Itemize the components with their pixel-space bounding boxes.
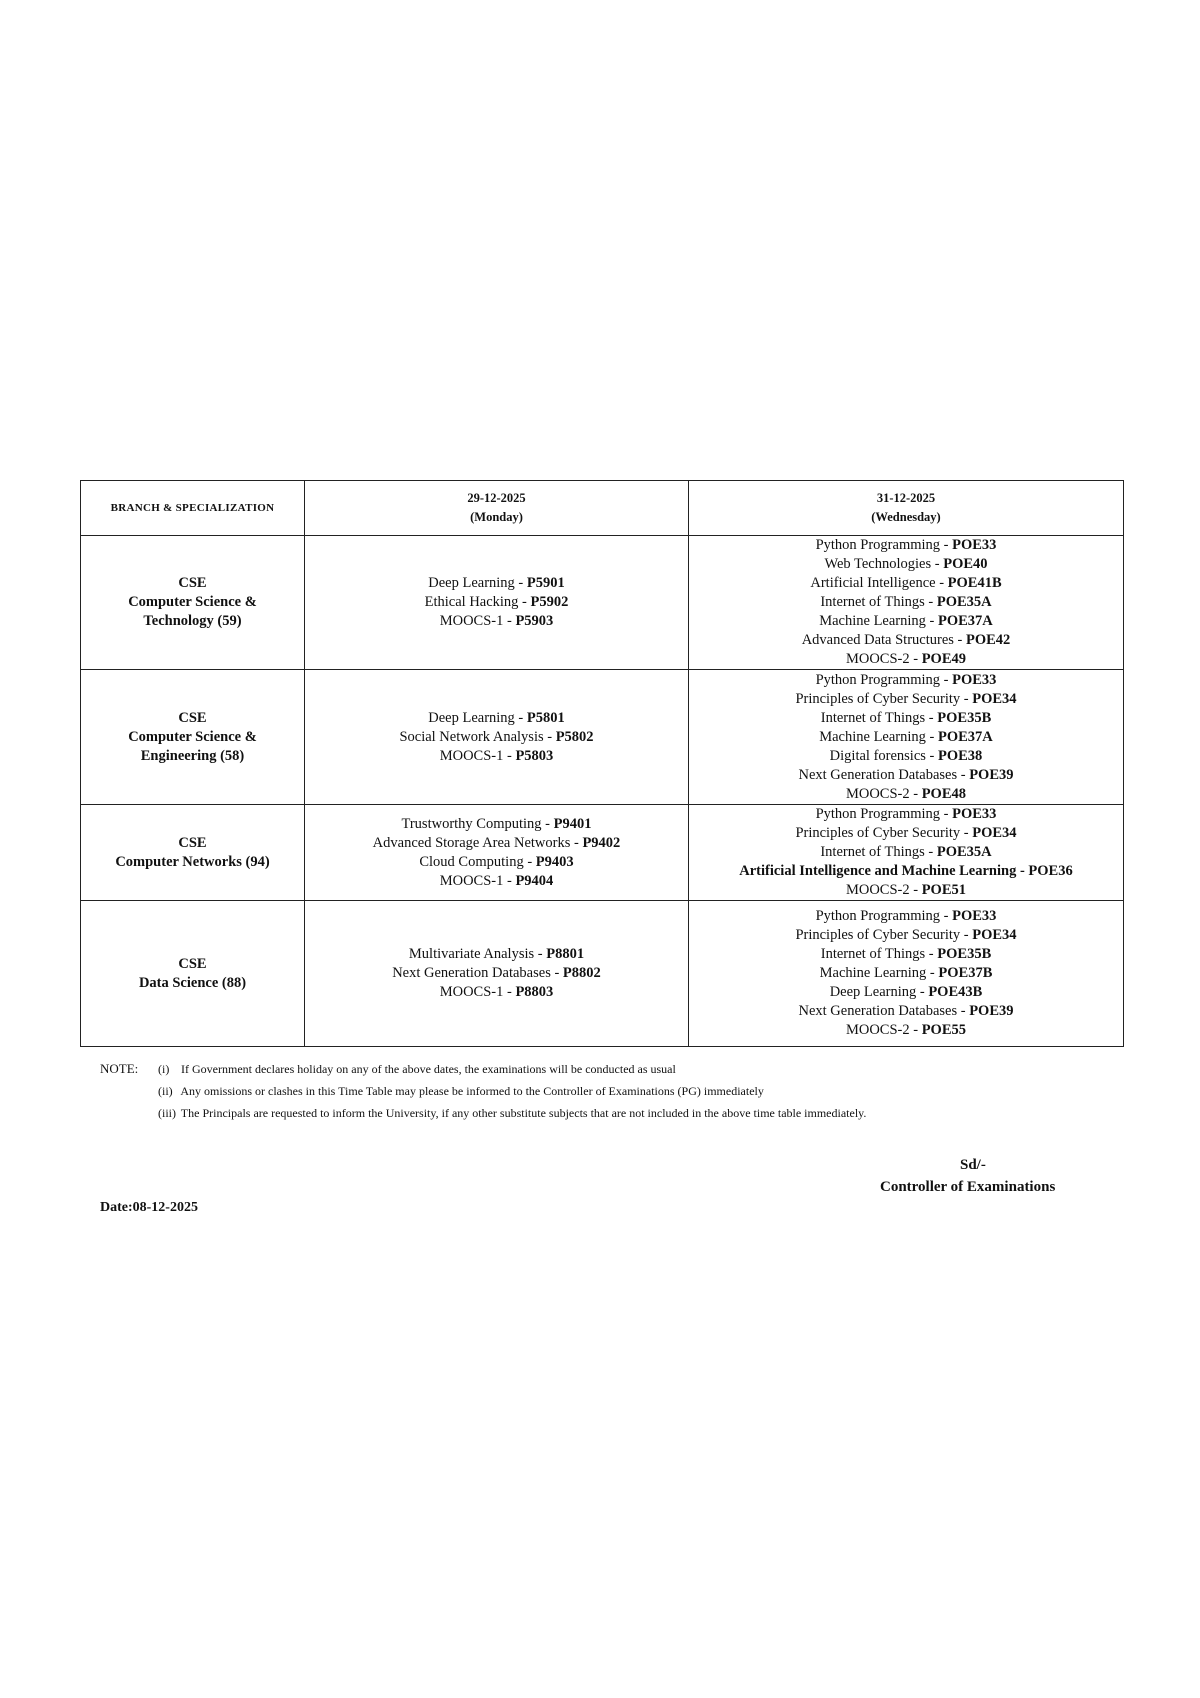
- subject-entry: [689, 945, 1123, 964]
- subject-code: POE42: [965, 632, 1011, 648]
- subject-code: POE37A: [938, 613, 993, 629]
- subject-entry: [689, 843, 1123, 862]
- note-number: (ii): [158, 1084, 173, 1098]
- subject-code: POE33: [952, 671, 997, 688]
- subject-code: POE36: [1028, 863, 1073, 879]
- subject-entry: [689, 824, 1123, 843]
- subject-entry: [689, 747, 1123, 766]
- subject-name: Digital forensics -: [829, 747, 938, 764]
- note-number: (i): [158, 1062, 170, 1076]
- date2-column-header: [689, 481, 1124, 536]
- table-row: [81, 536, 1124, 670]
- subject-name: Python Programming -: [815, 908, 953, 924]
- subject-code: P5901: [526, 575, 565, 591]
- note-text: The Principals are requested to inform the University, if any other substitute subjects that are not included in the above time table immediately.: [180, 1106, 867, 1120]
- branch-name: CSE: [178, 834, 207, 851]
- day1-subjects-cell: [305, 536, 689, 670]
- subject-entry: [689, 964, 1123, 983]
- subject-code: POE37A: [938, 728, 993, 745]
- subject-name: Internet of Things -: [820, 946, 938, 962]
- note-item: [158, 1058, 1100, 1080]
- subject-entry: [305, 983, 688, 1002]
- subject-code: POE35A: [936, 844, 992, 860]
- day1-label: (Monday): [470, 510, 523, 524]
- subject-entry: [689, 805, 1123, 824]
- exam-timetable: [80, 480, 1124, 1047]
- document-date: Date:08-12-2025: [100, 1200, 198, 1215]
- subject-entry: [689, 728, 1123, 747]
- subject-name: Deep Learning -: [428, 575, 527, 591]
- subject-entry: [689, 881, 1123, 900]
- subject-entry: [689, 593, 1123, 612]
- subject-code: POE51: [921, 882, 967, 898]
- branch-name: CSE: [178, 709, 207, 726]
- subject-name: MOOCS-2 -: [845, 1022, 922, 1038]
- subject-code: POE40: [943, 556, 988, 572]
- note-item: [158, 1080, 1100, 1102]
- subject-name: Advanced Data Structures -: [801, 632, 966, 648]
- signature-sd: Sd/-: [960, 1157, 986, 1173]
- subject-code: P5802: [555, 728, 594, 745]
- table-row: [81, 805, 1124, 901]
- day1-subjects-cell: [305, 805, 689, 901]
- subject-code: POE37B: [938, 965, 993, 981]
- subject-name: Next Generation Databases -: [392, 965, 563, 981]
- subject-code: P8803: [515, 984, 554, 1000]
- subject-entry: [689, 1002, 1123, 1021]
- subject-code: POE39: [969, 1003, 1014, 1019]
- subject-entry: [689, 574, 1123, 593]
- subject-name: Artificial Intelligence -: [810, 575, 948, 591]
- subject-code: P5803: [515, 747, 554, 764]
- notes-section: [100, 1058, 1100, 1124]
- specialization-line: Computer Networks (94): [115, 853, 270, 870]
- subject-code: P9401: [553, 815, 592, 832]
- day2-subjects-cell: [689, 670, 1124, 805]
- subject-name: Python Programming -: [815, 671, 953, 688]
- subject-entry: [305, 834, 688, 853]
- day2-subjects-cell: [689, 536, 1124, 670]
- subject-name: Ethical Hacking -: [424, 594, 531, 610]
- subject-code: P5903: [515, 613, 554, 629]
- note-text: If Government declares holiday on any of the above dates, the examinations will be conducted as usual: [181, 1062, 676, 1076]
- subject-name: Social Network Analysis -: [399, 728, 556, 745]
- subject-name: Cloud Computing -: [419, 853, 536, 870]
- subject-entry: [689, 983, 1123, 1002]
- day2-subjects-cell: [689, 901, 1124, 1047]
- subject-name: Principles of Cyber Security -: [795, 690, 973, 707]
- date1-column-header: [305, 481, 689, 536]
- specialization-line: Computer Science &: [128, 728, 257, 745]
- day1-subjects-cell: [305, 901, 689, 1047]
- subject-name: Trustworthy Computing -: [401, 815, 554, 832]
- subject-code: P5902: [530, 594, 569, 610]
- subject-code: POE34: [972, 690, 1017, 707]
- subject-code: POE55: [921, 1022, 967, 1038]
- subject-entry: [689, 671, 1123, 690]
- subject-name: MOOCS-1 -: [439, 613, 516, 629]
- signature-title: Controller of Examinations: [880, 1179, 1056, 1195]
- subject-code: POE34: [972, 825, 1017, 841]
- subject-name: Machine Learning -: [819, 965, 939, 981]
- table-row: [81, 901, 1124, 1047]
- subject-name: Machine Learning -: [819, 613, 938, 629]
- subject-name: Principles of Cyber Security -: [795, 927, 973, 943]
- note-label: NOTE:: [100, 1061, 139, 1076]
- subject-entry: [689, 650, 1123, 669]
- subject-entry: [305, 728, 688, 747]
- subject-code: P8801: [546, 946, 585, 962]
- subject-name: Multivariate Analysis -: [408, 946, 547, 962]
- subject-name: MOOCS-2 -: [845, 651, 922, 667]
- subject-code: POE38: [938, 747, 983, 764]
- subject-entry: [689, 1021, 1123, 1040]
- subject-entry: [689, 690, 1123, 709]
- subject-name: Deep Learning -: [428, 709, 527, 726]
- branch-cell: [81, 805, 305, 901]
- table-row: [81, 670, 1124, 805]
- subject-entry: [305, 815, 688, 834]
- specialization-line: Engineering (58): [140, 747, 245, 764]
- subject-code: P5801: [526, 709, 565, 726]
- subject-code: POE43B: [928, 984, 983, 1000]
- subject-name: Next Generation Databases -: [798, 1003, 970, 1019]
- subject-name: MOOCS-2 -: [845, 785, 922, 802]
- subject-entry: [689, 536, 1123, 555]
- subject-name: MOOCS-1 -: [439, 747, 516, 764]
- subject-code: POE34: [972, 927, 1017, 943]
- subject-code: POE35B: [937, 946, 992, 962]
- note-item: [158, 1102, 1100, 1124]
- subject-code: P9402: [582, 834, 621, 851]
- subject-code: POE33: [952, 908, 997, 924]
- subject-code: POE35A: [936, 594, 992, 610]
- subject-name: Python Programming -: [815, 806, 953, 822]
- date1-label: 29-12-2025: [467, 491, 526, 505]
- branch-cell: [81, 901, 305, 1047]
- branch-cell: [81, 536, 305, 670]
- subject-entry: [305, 872, 688, 891]
- table-header-row: [81, 481, 1124, 536]
- subject-code: POE33: [952, 806, 997, 822]
- note-text: Any omissions or clashes in this Time Table may please be informed to the Controller of Examinations (PG) immediately: [180, 1084, 764, 1098]
- subject-entry: [305, 945, 688, 964]
- subject-name: Machine Learning -: [819, 728, 938, 745]
- subject-code: P8802: [562, 965, 601, 981]
- subject-entry: [305, 612, 688, 631]
- subject-entry: [689, 709, 1123, 728]
- subject-entry: [305, 709, 688, 728]
- subject-entry: [689, 766, 1123, 785]
- subject-code: POE48: [921, 785, 967, 802]
- subject-name: Principles of Cyber Security -: [795, 825, 973, 841]
- branch-name: CSE: [178, 575, 207, 591]
- subject-entry: [305, 574, 688, 593]
- subject-entry: [689, 907, 1123, 926]
- date2-label: 31-12-2025: [876, 491, 936, 505]
- subject-entry: [689, 785, 1123, 804]
- branch-column-header: BRANCH & SPECIALIZATION: [81, 481, 305, 536]
- subject-entry: [305, 593, 688, 612]
- subject-name: Internet of Things -: [820, 709, 938, 726]
- note-number: (iii): [158, 1106, 176, 1120]
- subject-entry: [305, 747, 688, 766]
- subject-entry: [305, 964, 688, 983]
- subject-name: Internet of Things -: [820, 594, 937, 610]
- subject-code: POE41B: [947, 575, 1002, 591]
- subject-name: MOOCS-2 -: [845, 882, 922, 898]
- branch-cell: [81, 670, 305, 805]
- subject-entry: [305, 853, 688, 872]
- subject-code: P9404: [515, 872, 554, 889]
- subject-code: POE39: [969, 766, 1014, 783]
- day2-subjects-cell: [689, 805, 1124, 901]
- subject-name: Advanced Storage Area Networks -: [372, 834, 583, 851]
- branch-name: CSE: [178, 955, 207, 972]
- subject-entry: [689, 555, 1123, 574]
- subject-name: Next Generation Databases -: [798, 766, 970, 783]
- subject-entry: [689, 926, 1123, 945]
- subject-code: POE35B: [937, 709, 992, 726]
- subject-name: MOOCS-1 -: [439, 872, 516, 889]
- subject-name: Web Technologies -: [824, 556, 944, 572]
- day2-label: (Wednesday): [871, 510, 941, 524]
- subject-code: P9403: [535, 853, 574, 870]
- subject-name: Internet of Things -: [820, 844, 937, 860]
- subject-name: Python Programming -: [815, 537, 953, 553]
- subject-entry: [689, 631, 1123, 650]
- subject-name: MOOCS-1 -: [439, 984, 516, 1000]
- subject-code: POE49: [921, 651, 967, 667]
- specialization-line: Computer Science &: [128, 594, 257, 610]
- subject-name: Artificial Intelligence and Machine Learning -: [739, 863, 1029, 879]
- day1-subjects-cell: [305, 670, 689, 805]
- specialization-line: Data Science (88): [138, 974, 247, 991]
- subject-entry: [689, 612, 1123, 631]
- specialization-line: Technology (59): [143, 613, 242, 629]
- subject-code: POE33: [952, 537, 997, 553]
- subject-name: Deep Learning -: [829, 984, 929, 1000]
- subject-entry: [689, 862, 1123, 881]
